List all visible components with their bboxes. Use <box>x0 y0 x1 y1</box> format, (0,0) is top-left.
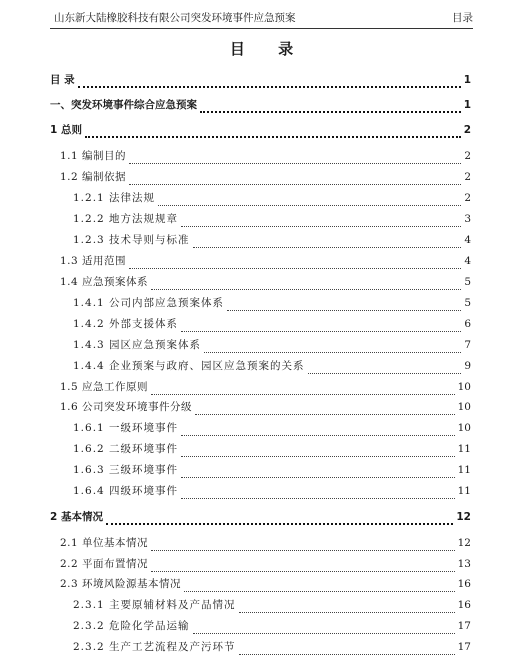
toc-entry-page: 2 <box>463 124 471 136</box>
toc-entry-text: 1.2 编制依据 <box>60 171 127 183</box>
toc-entry[interactable] <box>73 232 471 248</box>
toc-entry[interactable] <box>73 337 471 353</box>
toc-leader <box>78 75 461 88</box>
toc-leader <box>158 194 461 206</box>
toc-leader <box>151 278 461 290</box>
toc-entry-page: 10 <box>457 381 471 393</box>
toc-leader <box>129 152 461 164</box>
toc-entry-text: 1.1 编制目的 <box>60 150 127 162</box>
toc-entry[interactable] <box>60 379 471 395</box>
toc-entry-text: 1.4 应急预案体系 <box>60 276 149 288</box>
toc-entry-page: 2 <box>464 192 471 204</box>
toc-entry[interactable] <box>50 97 471 113</box>
toc-leader <box>129 257 461 269</box>
toc-entry-text: 2.1 单位基本情况 <box>60 537 149 549</box>
toc-leader <box>106 512 453 525</box>
toc-entry[interactable] <box>60 556 471 572</box>
toc-entry-text: 2 基本情况 <box>50 511 103 523</box>
toc-entry-text: 1.4.1 公司内部应急预案体系 <box>73 297 225 309</box>
toc-entry-page: 2 <box>464 171 471 183</box>
toc-entry-text: 2.2 平面布置情况 <box>60 558 149 570</box>
toc-entry-page: 4 <box>464 234 471 246</box>
toc-entry-text: 1.2.3 技术导则与标准 <box>73 234 190 246</box>
toc-entry[interactable] <box>50 509 471 525</box>
toc-entry-page: 1 <box>463 99 471 111</box>
toc-entry[interactable] <box>73 295 471 311</box>
toc-entry-text: 1.6.3 三级环境事件 <box>73 464 179 476</box>
toc-entry-page: 9 <box>464 360 471 372</box>
toc-entry-text: 1.6.4 四级环境事件 <box>73 485 179 497</box>
toc-entry[interactable] <box>60 399 471 415</box>
toc-entry-page: 3 <box>464 213 471 225</box>
toc-leader <box>193 236 462 248</box>
toc-entry[interactable] <box>73 190 471 206</box>
toc-entry-text: 2.3.1 主要原辅材料及产品情况 <box>73 599 236 611</box>
toc-entry[interactable] <box>73 483 471 499</box>
toc-entry-text: 1 总则 <box>50 124 82 136</box>
toc-leader <box>195 403 455 415</box>
toc-entry-text: 1.6 公司突发环境事件分级 <box>60 401 193 413</box>
toc-entry-page: 11 <box>457 464 471 476</box>
toc-entry-page: 5 <box>464 276 471 288</box>
toc-entry-text: 1.2.2 地方法规规章 <box>73 213 179 225</box>
toc-entry-page: 16 <box>457 599 471 611</box>
toc-leader <box>151 539 455 551</box>
toc-leader <box>181 320 461 332</box>
toc-entry-text: 1.4.3 园区应急预案体系 <box>73 339 202 351</box>
toc-entry[interactable] <box>73 441 471 457</box>
toc-leader <box>181 487 455 499</box>
toc-entry-text: 2.3.2 危险化学品运输 <box>73 620 190 632</box>
toc-entry-text: 1.4.2 外部支援体系 <box>73 318 179 330</box>
toc-entry-text: 目 录 <box>50 74 75 86</box>
header-section-label: 目录 <box>452 12 473 24</box>
toc-entry-page: 11 <box>457 443 471 455</box>
toc-entry-page: 1 <box>463 74 471 86</box>
toc-leader <box>129 173 461 185</box>
toc-entry[interactable] <box>73 618 471 634</box>
toc-entry-text: 2.3 环境风险源基本情况 <box>60 578 182 590</box>
toc-entry-page: 10 <box>457 422 471 434</box>
toc-entry-text: 一、突发环境事件综合应急预案 <box>50 99 197 111</box>
toc-leader <box>193 622 455 634</box>
toc-leader <box>151 383 455 395</box>
header-company-title: 山东新大陆橡胶科技有限公司突发环境事件应急预案 <box>54 12 296 24</box>
toc-entry-text: 1.6.2 二级环境事件 <box>73 443 179 455</box>
toc-entry-page: 17 <box>457 620 471 632</box>
toc-leader <box>239 601 455 613</box>
toc-entry[interactable] <box>50 122 471 138</box>
toc-entry-text: 1.3 适用范围 <box>60 255 127 267</box>
toc-entry-text: 1.2.1 法律法规 <box>73 192 156 204</box>
toc-leader <box>204 341 461 353</box>
toc-entry[interactable] <box>60 169 471 185</box>
toc-entry-text: 1.4.4 企业预案与政府、园区应急预案的关系 <box>73 360 305 372</box>
toc-entry-text: 1.5 应急工作原则 <box>60 381 149 393</box>
toc-leader <box>308 362 462 374</box>
toc-entry[interactable] <box>73 211 471 227</box>
toc-entry[interactable] <box>73 420 471 436</box>
toc-title: 目 录 <box>229 40 308 58</box>
toc-entry-page: 17 <box>457 641 471 653</box>
toc-entry-page: 6 <box>464 318 471 330</box>
toc-entry[interactable] <box>73 639 471 655</box>
toc-entry[interactable] <box>73 462 471 478</box>
toc-entry-page: 13 <box>457 558 471 570</box>
toc-entry-text: 1.6.1 一级环境事件 <box>73 422 179 434</box>
toc-entry-page: 2 <box>464 150 471 162</box>
toc-entry[interactable] <box>73 597 471 613</box>
toc-entry[interactable] <box>60 253 471 269</box>
toc-entry[interactable] <box>50 72 471 88</box>
toc-entry-page: 12 <box>457 537 471 549</box>
toc-entry-page: 5 <box>464 297 471 309</box>
toc-leader <box>227 299 461 311</box>
toc-entry[interactable] <box>73 316 471 332</box>
toc-leader <box>181 215 461 227</box>
toc-entry-text: 2.3.2 生产工艺流程及产污环节 <box>73 641 236 653</box>
toc-entry[interactable] <box>60 576 471 592</box>
toc-leader <box>181 466 455 478</box>
toc-leader <box>181 445 455 457</box>
toc-entry-page: 12 <box>456 511 471 523</box>
toc-entry-page: 10 <box>457 401 471 413</box>
toc-entry[interactable] <box>60 148 471 164</box>
toc-entry-page: 7 <box>464 339 471 351</box>
toc-leader <box>184 580 455 592</box>
toc-entry-page: 11 <box>457 485 471 497</box>
toc-entry[interactable] <box>73 358 471 374</box>
toc-entry[interactable] <box>60 535 471 551</box>
toc-leader <box>85 125 461 138</box>
page-header <box>50 8 473 29</box>
toc-leader <box>239 643 455 655</box>
toc-entry[interactable] <box>60 274 471 290</box>
toc-entry-page: 16 <box>457 578 471 590</box>
toc-entry-page: 4 <box>464 255 471 267</box>
toc-leader <box>200 100 461 113</box>
toc-leader <box>151 560 455 572</box>
toc-leader <box>181 424 455 436</box>
